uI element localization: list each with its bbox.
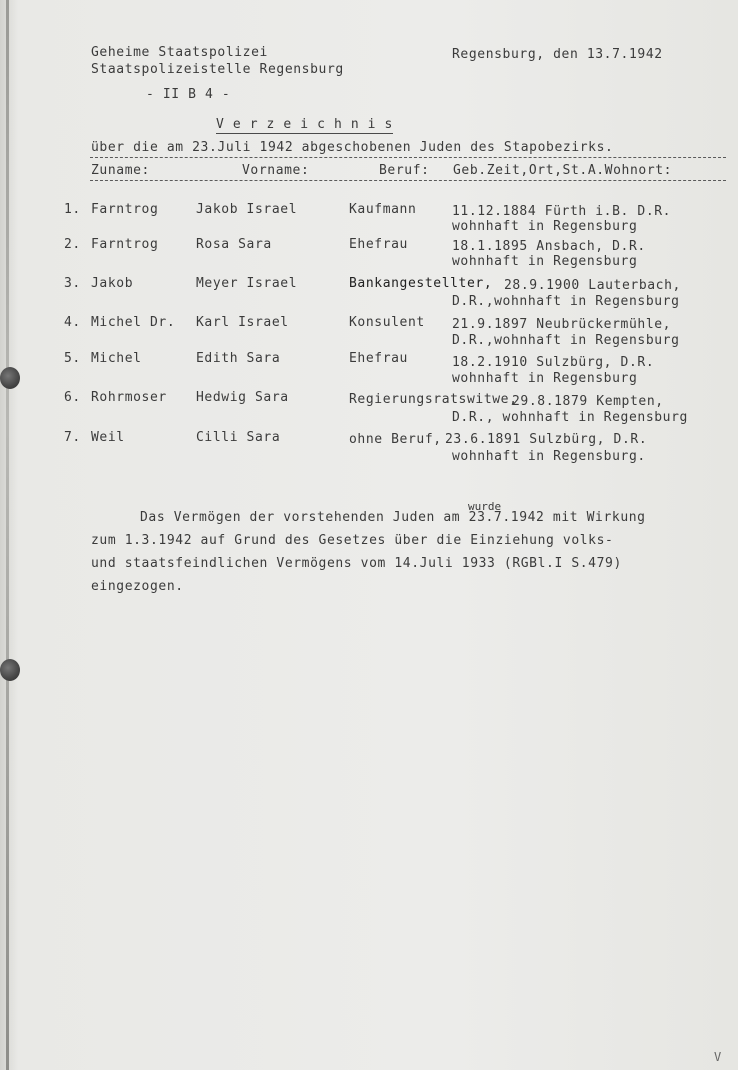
row-surname: Farntrog xyxy=(91,202,159,217)
document-subtitle: über die am 23.Juli 1942 abgeschobenen Juden des Stapobezirks. xyxy=(91,140,614,155)
row-birth-line1: 18.2.1910 Sulzbürg, D.R. xyxy=(452,355,655,370)
row-job: Ehefrau xyxy=(349,237,408,252)
row-job: ohne Beruf, xyxy=(349,432,442,447)
row-number: 6. xyxy=(64,390,81,405)
paragraph-line-2: zum 1.3.1942 auf Grund des Gesetzes über die Einziehung volks- xyxy=(91,533,614,548)
row-job: Kaufmann xyxy=(349,202,417,217)
row-number: 7. xyxy=(64,430,81,445)
row-surname: Jakob xyxy=(91,276,134,291)
row-number: 3. xyxy=(64,276,81,291)
row-birth-line2: D.R.,wohnhaft in Regensburg xyxy=(452,294,680,309)
row-surname: Weil xyxy=(91,430,125,445)
row-firstname: Hedwig Sara xyxy=(196,390,289,405)
column-header-job: Beruf: xyxy=(379,163,430,178)
office-name: Staatspolizeistelle Regensburg xyxy=(91,62,344,77)
binder-spine xyxy=(6,0,9,1070)
document-title: V e r z e i c h n i s xyxy=(216,117,393,132)
column-header-birth: Geb.Zeit,Ort,St.A.Wohnort: xyxy=(453,163,673,178)
row-firstname: Cilli Sara xyxy=(196,430,281,445)
paragraph-line-4: eingezogen. xyxy=(91,579,184,594)
row-birth-line2: D.R., wohnhaft in Regensburg xyxy=(452,410,688,425)
row-birth-line1: 28.9.1900 Lauterbach, xyxy=(504,278,681,293)
paragraph-line-1: Das Vermögen der vorstehenden Juden am 23.7.1942 mit Wirkung xyxy=(140,510,646,525)
row-firstname: Karl Israel xyxy=(196,315,289,330)
place-date: Regensburg, den 13.7.1942 xyxy=(452,47,663,62)
binder-ring-bottom xyxy=(0,659,20,681)
department-code: - II B 4 - xyxy=(146,87,231,102)
agency-name: Geheime Staatspolizei xyxy=(91,45,268,60)
row-job: Bankangestellter, xyxy=(349,276,493,291)
corner-mark: V xyxy=(714,1050,722,1064)
column-header-underline xyxy=(90,180,726,181)
binder-ring-top xyxy=(0,367,20,389)
row-firstname: Rosa Sara xyxy=(196,237,272,252)
row-birth-line1: 11.12.1884 Fürth i.B. D.R. xyxy=(452,204,672,219)
row-firstname: Meyer Israel xyxy=(196,276,298,291)
inserted-word: wurde xyxy=(468,500,502,513)
row-number: 4. xyxy=(64,315,81,330)
column-header-firstname: Vorname: xyxy=(242,163,310,178)
row-birth-line1: 18.1.1895 Ansbach, D.R. xyxy=(452,239,646,254)
row-surname: Farntrog xyxy=(91,237,159,252)
row-birth-line1: 23.6.1891 Sulzbürg, D.R. xyxy=(445,432,648,447)
row-surname: Michel xyxy=(91,351,142,366)
row-birth-line2: wohnhaft in Regensburg. xyxy=(452,449,646,464)
row-birth-line2: D.R.,wohnhaft in Regensburg xyxy=(452,333,680,348)
column-header-surname: Zuname: xyxy=(91,163,150,178)
row-number: 5. xyxy=(64,351,81,366)
row-birth-line1: 21.9.1897 Neubrückermühle, xyxy=(452,317,672,332)
paragraph-line-3: und staatsfeindlichen Vermögens vom 14.Juli 1933 (RGBl.I S.479) xyxy=(91,556,622,571)
row-birth-line1: 29.8.1879 Kempten, xyxy=(512,394,664,409)
row-birth-line2: wohnhaft in Regensburg xyxy=(452,254,638,269)
row-number: 1. xyxy=(64,202,81,217)
row-firstname: Edith Sara xyxy=(196,351,281,366)
row-job: Regierungsratswitwe, xyxy=(349,392,518,407)
row-surname: Michel Dr. xyxy=(91,315,176,330)
row-job: Ehefrau xyxy=(349,351,408,366)
row-birth-line2: wohnhaft in Regensburg xyxy=(452,219,638,234)
row-firstname: Jakob Israel xyxy=(196,202,298,217)
subtitle-underline xyxy=(90,157,726,158)
row-number: 2. xyxy=(64,237,81,252)
row-job: Konsulent xyxy=(349,315,425,330)
row-birth-line2: wohnhaft in Regensburg xyxy=(452,371,638,386)
row-surname: Rohrmoser xyxy=(91,390,167,405)
